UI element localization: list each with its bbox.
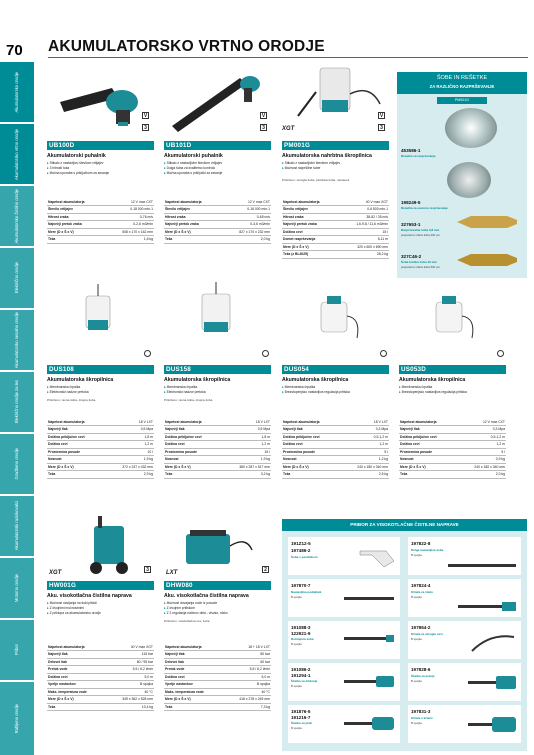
- battery-v-icon: V: [261, 113, 266, 119]
- nozzles-title: ŠOBE IN REŠETKE: [436, 75, 488, 81]
- table-row: Nosnost 1,9 kg: [48, 457, 153, 462]
- table-row: Napetost akumulatorja 18 V LXT: [283, 419, 388, 424]
- sidebar-tab-6[interactable]: Gradbeno orodje: [0, 434, 34, 494]
- sidebar-tab-3[interactable]: Električno orodje: [0, 248, 34, 308]
- rotary-nozzle-image: [344, 633, 396, 645]
- table-row: Teža 2,9 kg: [48, 472, 153, 477]
- spec-table: [399, 418, 506, 479]
- table-row: Mere (D x Š x V) 349 x 362 x 528 mm: [48, 697, 153, 702]
- product-name: Akumulatorska škropilnica: [164, 377, 231, 383]
- lxt-logo: LXT: [166, 570, 178, 576]
- page-title: AKUMULATORSKO VRTNO ORODJE: [48, 38, 325, 55]
- tank-icon: [262, 350, 269, 357]
- accessory-card: 197822-8 Dolga nastavljiva šoba B spojka: [408, 537, 521, 575]
- product-name: Aku. visokotlačna čistilna naprava: [164, 593, 249, 599]
- feature-list: ▸ Membranska črpalka ▸ Brezstopenjsko nastavljiva regulacija pritiska: [282, 385, 390, 395]
- accessory-card: 197870-7 Nastavljiva podaljšek B spojka: [288, 579, 400, 617]
- table-row: Napetost akumulatorja 12 V max CXT: [48, 199, 153, 204]
- feature-list: ▸ Membranska črpalka ▸ Brezstopenjsko nastavljiva regulacija pritiska: [399, 385, 507, 395]
- brush-lance-image: [458, 601, 518, 613]
- accessory-card: 191088-3 122921-9 Rotirajoča šoba B spojka: [288, 621, 400, 659]
- table-row: Število vrtljajev 0-18 000 min-1: [48, 207, 153, 212]
- spec-table: [47, 198, 154, 244]
- sidebar-tab-8[interactable]: Motorno orodje: [0, 558, 34, 618]
- table-row: Dolžina cevi 1,2 m: [283, 442, 388, 447]
- table-row: Mere (D x Š x V) 240 x 180 x 340 mm: [283, 464, 388, 469]
- sidebar-tab-4[interactable]: Akumulatorsko sesalno orodje: [0, 310, 34, 370]
- product-code-bar: PM001G: [282, 141, 389, 150]
- pressure-washer-hw001g-image: [74, 512, 144, 578]
- table-row: Dolžina priključne cevi 0,5-1,2 m: [283, 434, 388, 439]
- product-code-bar: US053D: [399, 365, 506, 374]
- product-code-bar: UB100D: [47, 141, 154, 150]
- table-row: Mere (D x Š x V) 418 x 278 x 249 mm: [165, 697, 270, 702]
- table-row: Napetost akumulatorja 40 V max XGT: [283, 199, 388, 204]
- accessories-title: PRIBOR ZA VISOKOTLAČNE ČISTILNE NAPRAVE: [282, 519, 527, 531]
- table-row: Dolžina cevi 5,0 m: [165, 674, 270, 679]
- battery-v-icon: V: [379, 113, 384, 119]
- spray-pattern-image: [445, 108, 497, 148]
- table-row: Hitrost zraka 0-65 m/s: [165, 214, 270, 219]
- sprayer-dus054-image: [305, 288, 365, 344]
- long-lance-image: [448, 561, 518, 571]
- nozzles-model: PM001G: [437, 97, 487, 104]
- accessory-card: 197831-3 Krtača s krtačo B spojka: [408, 705, 521, 743]
- product-code-bar: HW001G: [47, 581, 154, 590]
- table-row: Število vrtljajev 0-16 000 min-1: [165, 207, 270, 212]
- wash-brush-image: [468, 673, 518, 693]
- table-row: Napetost akumulatorja 12 V max CXT: [165, 199, 270, 204]
- product-code-bar: DUS108: [47, 365, 154, 374]
- included-note: Priloženo: visokotlačna cev, šoba: [164, 619, 210, 623]
- battery-3-icon: 3: [378, 124, 385, 131]
- brush-image: [344, 673, 396, 691]
- blower-ub100d-image: [52, 68, 152, 136]
- table-row: Teža 7,3 kg: [165, 704, 270, 709]
- product-name: Aku. visokotlačna čistilna naprava: [47, 593, 132, 599]
- pressure-washer-dhw080-image: [180, 516, 260, 576]
- table-row: Dolžina priključne cevi 1,8 m: [48, 434, 153, 439]
- spec-table: [282, 198, 389, 259]
- sidebar-tab-2[interactable]: Akumulatorsko čistilno orodje: [0, 186, 34, 246]
- accessory-card: 197824-4 Krtača za ščeto B spojka: [408, 579, 521, 617]
- spec-table: [164, 418, 271, 479]
- battery-3-icon: 3: [144, 566, 151, 573]
- feature-list: ▸ Stikalo z nastavljivo številom vrtljajev ▸ 3 hitrosti toka ▸ Možna uporaba s priključkom za sesanje: [47, 161, 155, 176]
- page-number-box: [0, 0, 34, 62]
- table-row: Prostornina posode 5 l: [400, 449, 505, 454]
- table-row: Delovni tlak 60 bar: [165, 659, 270, 664]
- table-row: Največji pretok zraka 0-2,6 m3/min: [48, 222, 153, 227]
- table-row: Vpetje nastavkov B spojka: [165, 682, 270, 687]
- title-underline: [48, 57, 528, 58]
- foam-lance-image: [358, 543, 396, 571]
- table-row: Teža 10,4 kg: [48, 704, 153, 709]
- sidebar-tab-7[interactable]: Akumulatorski raziskovalci: [0, 496, 34, 556]
- table-row: Hitrost zraka 38-82 / 35 m/s: [283, 214, 388, 219]
- included-note: Priloženo: okrogla šoba, ploščata šoba, nastavek: [282, 178, 350, 182]
- tank-icon: [497, 350, 504, 357]
- table-row: Največji pretok zraka 0-3,6 m3/min: [165, 222, 270, 227]
- table-row: Mere (D x Š x V) 320 x 600 x 690 mm: [283, 244, 388, 249]
- table-row: Dolžina priključne cevi 0,5-1,2 m: [400, 434, 505, 439]
- table-row: Hitrost zraka 0-76 m/s: [48, 214, 153, 219]
- pressure-washer-accessories-panel: [282, 519, 527, 751]
- table-row: Mere (D x Š x V) 240 x 180 x 340 mm: [400, 464, 505, 469]
- table-row: Teža 1,6 kg: [48, 237, 153, 242]
- table-row: Maks. temperatura vode 40 °C: [165, 689, 270, 694]
- table-row: Napetost akumulatorja 18 V LXT: [48, 419, 153, 424]
- spec-table: [47, 643, 154, 711]
- nozzles-subtitle: ZA RAZLIČNO RAZPRŠEVANJE: [429, 84, 495, 89]
- table-row: Vpetje nastavkov B spojka: [48, 682, 153, 687]
- battery-v-icon: V: [143, 113, 148, 119]
- table-row: Nosnost 1,2 kg: [283, 457, 388, 462]
- product-name: Akumulatorska škropilnica: [282, 377, 349, 383]
- table-row: Pretok vode 5,5 / 6,2 l/min: [165, 667, 270, 672]
- xgt-logo: XGT: [282, 126, 295, 132]
- dust-brush-image: [344, 715, 396, 733]
- brush-head-image: [468, 715, 518, 735]
- table-row: Mere (D x Š x V) 380 x 287 x 517 mm: [165, 464, 270, 469]
- table-row: Prostornina posode 5 l: [283, 449, 388, 454]
- table-row: Teža 3,2 kg: [165, 472, 270, 477]
- table-row: Prostornina posode 10 l: [48, 449, 153, 454]
- spec-table: [164, 198, 271, 244]
- table-row: Največji tlak 0,5 Mpa: [165, 427, 270, 432]
- table-row: Nosnost 0,9 kg: [400, 457, 505, 462]
- table-row: Nosnost 1,9 kg: [165, 457, 270, 462]
- spray-pattern-image: [447, 162, 491, 198]
- backpack-sprayer-image: [290, 64, 390, 134]
- battery-2-icon: 2: [262, 566, 269, 573]
- feature-list: ▸ Stikalo z nastavljivim številom vrtljajev ▸ Dolga šoba za kvalitetno kontrolo ▸ Možna uporaba s priključki za sesanje: [164, 161, 272, 176]
- table-row: Teža 2,0 kg: [165, 237, 270, 242]
- table-row: Pretok vode 5,5 / 6,2 l/min: [48, 667, 153, 672]
- xgt-logo: XGT: [49, 570, 62, 576]
- sidebar-tab-5[interactable]: Električno orodje za les: [0, 372, 34, 432]
- product-name: Akumulatorska škropilnica: [47, 377, 114, 383]
- spec-table: [282, 418, 389, 479]
- table-row: Mere (D x Š x V) 372 x 237 x 432 mm: [48, 464, 153, 469]
- sidebar-tab-0[interactable]: Akumulatorsko orodje: [0, 62, 34, 122]
- product-name: Akumulatorski puhalnik: [47, 153, 106, 159]
- battery-3-icon: 3: [260, 124, 267, 131]
- sidebar-tab-1[interactable]: Akumulatorsko vrtno orodje: [0, 124, 34, 184]
- feature-list: ▸ Možnost navijanja na šobi pištoli ▸ Z dvojnimi močnostnimi ▸ Z priklopa za akumulatorsko orodje: [47, 601, 155, 616]
- table-row: Maks. temperatura vode 40 °C: [48, 689, 153, 694]
- table-row: Domet razprševanja 5-11 m: [283, 237, 388, 242]
- table-row: Dolžina cevi 1,2 m: [400, 442, 505, 447]
- product-name: Akumulatorska nahrbtna škropilnica: [282, 153, 372, 159]
- table-row: Dolžina cevi 1,2 m: [165, 442, 270, 447]
- page-number: 70: [6, 42, 23, 59]
- table-row: Napetost akumulatorja 12 V max CXT: [400, 419, 505, 424]
- spec-table: [47, 418, 154, 479]
- feature-list: ▸ Membranska črpalka ▸ Elektronski nadzor pretoka: [164, 385, 272, 395]
- table-row: Največji tlak 115 bar: [48, 652, 153, 657]
- feature-list: ▸ Membranska črpalka ▸ Elektronski nadzor pretoka: [47, 385, 155, 395]
- table-row: Največji tlak 0,5 Mpa: [48, 427, 153, 432]
- blower-ub101d-image: [168, 64, 268, 136]
- included-note: Priloženo: ravna šoba, dvojna šoba: [47, 398, 96, 402]
- accessory-card: 197864-2 Krtača za okrogle cevi B spojka: [408, 621, 521, 659]
- table-row: Delovni tlak 80 / 95 bar: [48, 659, 153, 664]
- product-code-bar: DHW080: [164, 581, 271, 590]
- product-code-bar: DUS054: [282, 365, 389, 374]
- tank-icon: [144, 350, 151, 357]
- accessory-card: 191876-5 191216-7 Ščetka za prah B spojka: [288, 705, 400, 743]
- sidebar-tab-9[interactable]: Pribor: [0, 620, 34, 680]
- brass-nozzle-image: [457, 212, 519, 232]
- battery-3-icon: 3: [142, 124, 149, 131]
- sidebar-tab-10[interactable]: Rabljeno orodje: [0, 682, 34, 755]
- table-row: Število vrtljajev 0-6 500 min-1: [283, 207, 388, 212]
- table-row: Teža 2,5 kg: [283, 472, 388, 477]
- table-row: Mere (D x Š x V) 827 x 170 x 232 mm: [165, 229, 270, 234]
- product-name: Akumulatorski puhalnik: [164, 153, 223, 159]
- table-row: Napetost akumulatorja 18 V LXT: [165, 419, 270, 424]
- sprayer-dus158-image: [190, 282, 244, 340]
- table-row: Dolžina cevi 5,0 m: [48, 674, 153, 679]
- accessory-card: 197828-6 Ščetka za pranje B spojka: [408, 663, 521, 701]
- table-row: Največji tlak 0,3 Mpa: [283, 427, 388, 432]
- table-row: Napetost akumulatorja 40 V max XGT: [48, 644, 153, 649]
- table-row: Največji tlak 80 bar: [165, 652, 270, 657]
- feature-list: ▸ Stikalo z nastavljivim številom vrtljajev ▸ Možnost razpršilne šobe: [282, 161, 390, 171]
- table-row: Dolžina cevi 1,2 m: [48, 442, 153, 447]
- nozzles-panel: ŠOBE IN REŠETKE ZA RAZLIČNO RAZPRŠEVANJE PM001G 453586-1 Rešetka za razprševanje 198249-5 Rešetka za ozemno razprševanje 327653-1 Razprševalna šoba 0,8 mm pospešena vrtilna šoba 200 µm 327C46-2 Šoba koniku šoba 10 mm pospešena vrtilna šoba 500 µm: [397, 72, 527, 278]
- accessory-card: 191086-2 191294-1 Ščetka za čiščenje B spojka: [288, 663, 400, 701]
- table-row: Dolžina cevi 15 l: [283, 229, 388, 234]
- table-row: Največji tlak 0,3 Mpa: [400, 427, 505, 432]
- product-name: Akumulatorska škropilnica: [399, 377, 466, 383]
- spec-table: [164, 643, 271, 711]
- table-row: Dolžina priključne cevi 1,8 m: [165, 434, 270, 439]
- table-row: Napetost akumulatorja 18 + 18 V LXT: [165, 644, 270, 649]
- product-code-bar: UB101D: [164, 141, 271, 150]
- table-row: Teža 2,0 kg: [400, 472, 505, 477]
- feature-list: ▸ Možnost dovajanja vode iz posode ▸ Z dvojnim pritiskom ▸ Z 2 regulacija načinov dela - visoko, nizko: [164, 601, 272, 616]
- sidebar: [0, 62, 34, 755]
- table-row: Prostornina posode 15 l: [165, 449, 270, 454]
- tank-icon: [380, 350, 387, 357]
- product-code-bar: DUS158: [164, 365, 271, 374]
- brass-nozzle-image: [457, 250, 519, 270]
- sprayer-us053d-image: [420, 288, 480, 344]
- included-note: Priloženo: ravna šoba, dvojna šoba: [164, 398, 213, 402]
- accessory-card: 191Z12-5 197486-2 Šoba s penilnikom: [288, 537, 400, 575]
- sprayer-dus108-image: [74, 282, 124, 340]
- pipe-brush-image: [470, 631, 518, 655]
- table-row: Največji pretok zraka 1,6-9,8 / 11,6 m3/min: [283, 222, 388, 227]
- extension-lance-image: [344, 593, 396, 605]
- table-row: Teža (z BL4025) 28,2 kg: [283, 252, 388, 257]
- table-row: Mere (D x Š x V) 508 x 170 x 162 mm: [48, 229, 153, 234]
